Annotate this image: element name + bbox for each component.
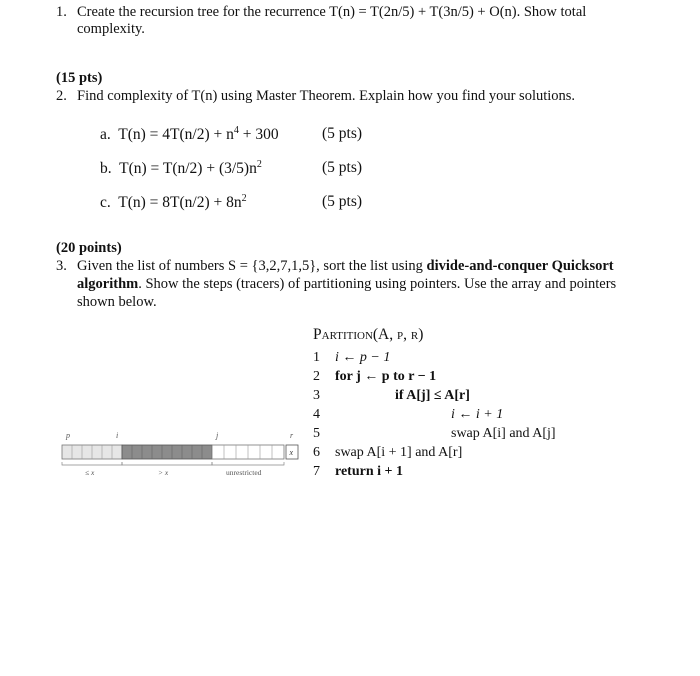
code-line-number: 5 bbox=[313, 426, 320, 441]
bracket-unrestricted bbox=[212, 462, 284, 465]
q3-line-1 bbox=[77, 258, 614, 275]
pointer-r: r bbox=[290, 431, 294, 440]
q2-item-a-points: (5 pts) bbox=[322, 125, 363, 142]
q3-line-3: shown below. bbox=[77, 294, 157, 310]
code-line: i ← i + 1 bbox=[451, 407, 504, 422]
code-line-number: 7 bbox=[313, 464, 320, 479]
pointer-i: i bbox=[116, 431, 119, 440]
q3-emphasis: algorithm bbox=[77, 276, 139, 292]
code-line-number: 6 bbox=[313, 445, 320, 460]
q3-points: (20 points) bbox=[56, 240, 122, 256]
code-line-number: 2 bbox=[313, 369, 320, 384]
code-line: for j ← p to r − 1 bbox=[335, 369, 437, 384]
item-tail: + 300 bbox=[238, 126, 279, 144]
q3-line-2 bbox=[77, 276, 616, 293]
code-line: swap A[i + 1] and A[r] bbox=[335, 445, 463, 460]
pivot-label: x bbox=[289, 448, 294, 457]
q2-points: (15 pts) bbox=[56, 70, 103, 86]
q2-number: 2. bbox=[56, 88, 67, 104]
item-expr: T(n) = T(n/2) + (3/5)n bbox=[119, 160, 257, 178]
partition-title: Partition(A, p, r) bbox=[313, 326, 424, 343]
q1-number: 1. bbox=[56, 4, 67, 20]
bracket-le-x bbox=[62, 462, 122, 465]
region-label-unrestricted: unrestricted bbox=[226, 468, 262, 477]
q2-text: Find complexity of T(n) using Master Theorem. Explain how you find your solutions. bbox=[77, 88, 576, 104]
code-line: return i + 1 bbox=[335, 464, 403, 479]
item-expr: T(n) = 4T(n/2) + n bbox=[118, 126, 234, 144]
item-label: c. bbox=[100, 194, 111, 212]
bracket-gt-x bbox=[122, 462, 212, 465]
partition-array-diagram bbox=[58, 428, 308, 484]
q2-item-c bbox=[100, 193, 247, 212]
item-expr: T(n) = 8T(n/2) + 8n bbox=[118, 194, 242, 212]
code-line: swap A[i] and A[j] bbox=[451, 426, 556, 441]
region-label-gt-x: > x bbox=[158, 468, 169, 477]
code-line-number: 1 bbox=[313, 350, 320, 365]
q1-text-continued: complexity. bbox=[77, 21, 145, 37]
q2-item-a bbox=[100, 125, 279, 144]
item-exponent: 2 bbox=[241, 193, 247, 204]
region-gt-x bbox=[122, 445, 212, 459]
q3-number: 3. bbox=[56, 258, 67, 274]
pointer-j: j bbox=[216, 431, 219, 440]
item-label: a. bbox=[100, 126, 111, 144]
region-label-le-x: ≤ x bbox=[85, 468, 95, 477]
q3-emphasis: divide-and-conquer Quicksort bbox=[426, 258, 614, 274]
code-line-number: 4 bbox=[313, 407, 320, 422]
q2-item-b-points: (5 pts) bbox=[322, 159, 363, 176]
q2-item-c-points: (5 pts) bbox=[322, 193, 363, 210]
q2-item-b bbox=[100, 159, 262, 178]
item-exponent: 4 bbox=[233, 125, 239, 136]
q3-text: Given the list of numbers S = {3,2,7,1,5}, sort the list using bbox=[77, 258, 427, 274]
code-line: i ← p − 1 bbox=[335, 350, 391, 365]
code-line-number: 3 bbox=[313, 388, 320, 403]
code-line: if A[j] ≤ A[r] bbox=[395, 388, 470, 403]
item-label: b. bbox=[100, 160, 112, 178]
q3-text: . Show the steps (tracers) of partitioning using pointers. Use the array and pointers bbox=[138, 276, 617, 292]
pointer-p: p bbox=[66, 431, 70, 440]
item-exponent: 2 bbox=[256, 159, 262, 170]
q1-text: Create the recursion tree for the recurrence T(n) = T(2n/5) + T(3n/5) + O(n). Show total bbox=[77, 4, 587, 20]
